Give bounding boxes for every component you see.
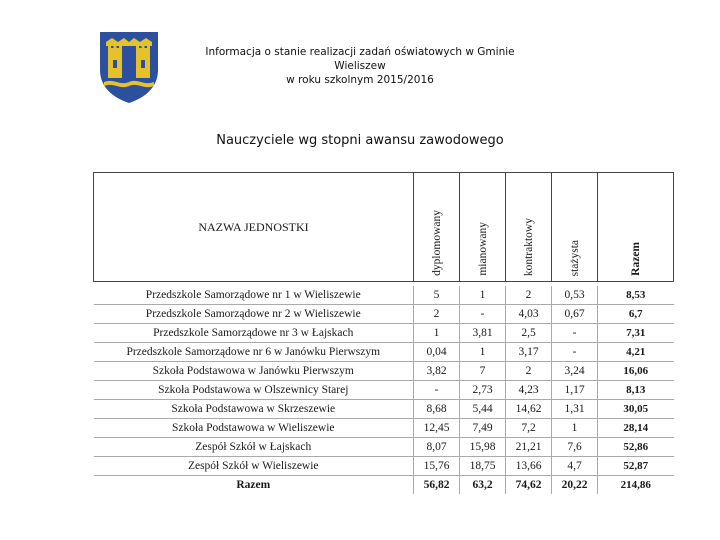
cell-razem: 4,21 [598,343,674,362]
header-line-2: w roku szkolnym 2015/2016 [286,74,434,86]
cell-razem: 8,53 [598,286,674,305]
column-header-mianowany [460,173,506,282]
total-kontraktowy: 74,62 [506,476,552,495]
section-title: Nauczyciele wg stopni awansu zawodowego [216,133,504,148]
cell-stazysta: 0,67 [552,305,598,324]
cell-dyplomowany: 15,76 [414,457,460,476]
cell-razem: 8,13 [598,381,674,400]
table-row [94,305,674,324]
cell-kontraktowy: 14,62 [506,400,552,419]
unit-name: Szkoła Podstawowa w Janówku Pierwszym [94,362,414,381]
cell-kontraktowy: 21,21 [506,438,552,457]
coat-of-arms-logo [98,30,160,104]
unit-name: Przedszkole Samorządowe nr 6 w Janówku Pierwszym [94,343,414,362]
total-mianowany: 63,2 [460,476,506,495]
cell-dyplomowany: 8,68 [414,400,460,419]
cell-dyplomowany: 1 [414,324,460,343]
cell-mianowany: 1 [460,343,506,362]
table-row [94,343,674,362]
column-header-label: Razem [629,242,642,276]
teachers-table [93,172,674,494]
unit-name: Szkoła Podstawowa w Olszewnicy Starej [94,381,414,400]
total-label: Razem [236,479,271,491]
cell-dyplomowany: - [414,381,460,400]
cell-kontraktowy: 3,17 [506,343,552,362]
cell-dyplomowany: 3,82 [414,362,460,381]
cell-mianowany: 3,81 [460,324,506,343]
unit-name: Przedszkole Samorządowe nr 1 w Wieliszewie [94,286,414,305]
total-row [94,476,674,495]
cell-kontraktowy: 2,5 [506,324,552,343]
cell-mianowany: 7,49 [460,419,506,438]
column-header-kontraktowy [506,173,552,282]
cell-mianowany: 5,44 [460,400,506,419]
total-stazysta: 20,22 [552,476,598,495]
cell-mianowany: 2,73 [460,381,506,400]
total-dyplomowany: 56,82 [414,476,460,495]
cell-dyplomowany: 5 [414,286,460,305]
cell-stazysta: 0,53 [552,286,598,305]
cell-mianowany: 15,98 [460,438,506,457]
cell-stazysta: 1 [552,419,598,438]
total-razem: 214,86 [598,476,674,495]
cell-mianowany: - [460,305,506,324]
cell-dyplomowany: 8,07 [414,438,460,457]
table-row [94,419,674,438]
table-row [94,381,674,400]
unit-name: Zespół Szkół w Łajskach [94,438,414,457]
cell-razem: 7,31 [598,324,674,343]
column-header-razem [598,173,674,282]
table-row [94,400,674,419]
table-row [94,286,674,305]
unit-name: Przedszkole Samorządowe nr 3 w Łajskach [94,324,414,343]
table-row [94,362,674,381]
column-header-label: stażysta [568,239,581,276]
table-header-row [94,173,674,282]
table-row [94,457,674,476]
table-row [94,438,674,457]
cell-mianowany: 18,75 [460,457,506,476]
cell-kontraktowy: 4,23 [506,381,552,400]
cell-stazysta: 1,17 [552,381,598,400]
column-header-stazysta [552,173,598,282]
cell-kontraktowy: 4,03 [506,305,552,324]
column-header-label: dyplomowany [430,210,443,276]
cell-razem: 16,06 [598,362,674,381]
cell-mianowany: 7 [460,362,506,381]
column-header-label: kontraktowy [522,217,535,276]
cell-kontraktowy: 13,66 [506,457,552,476]
unit-name: Szkoła Podstawowa w Skrzeszewie [94,400,414,419]
cell-dyplomowany: 0,04 [414,343,460,362]
cell-razem: 52,86 [598,438,674,457]
cell-kontraktowy: 2 [506,362,552,381]
cell-stazysta: 4,7 [552,457,598,476]
unit-name: Przedszkole Samorządowe nr 2 w Wieliszewie [94,305,414,324]
name-column-header: NAZWA JEDNOSTKI [94,173,414,282]
cell-stazysta: 1,31 [552,400,598,419]
cell-stazysta: 7,6 [552,438,598,457]
cell-razem: 30,05 [598,400,674,419]
cell-razem: 28,14 [598,419,674,438]
header-line-1: Informacja o stanie realizacji zadań oświatowych w Gminie Wieliszew [205,46,515,72]
cell-mianowany: 1 [460,286,506,305]
cell-stazysta: 3,24 [552,362,598,381]
table-row [94,324,674,343]
cell-kontraktowy: 2 [506,286,552,305]
cell-stazysta: - [552,343,598,362]
unit-name: Zespół Szkół w Wieliszewie [94,457,414,476]
cell-razem: 52,87 [598,457,674,476]
column-header-dyplomowany [414,173,460,282]
cell-dyplomowany: 2 [414,305,460,324]
cell-dyplomowany: 12,45 [414,419,460,438]
unit-name: Szkoła Podstawowa w Wieliszewie [94,419,414,438]
cell-kontraktowy: 7,2 [506,419,552,438]
column-header-label: mianowany [476,222,489,276]
cell-razem: 6,7 [598,305,674,324]
document-header [180,45,540,87]
cell-stazysta: - [552,324,598,343]
